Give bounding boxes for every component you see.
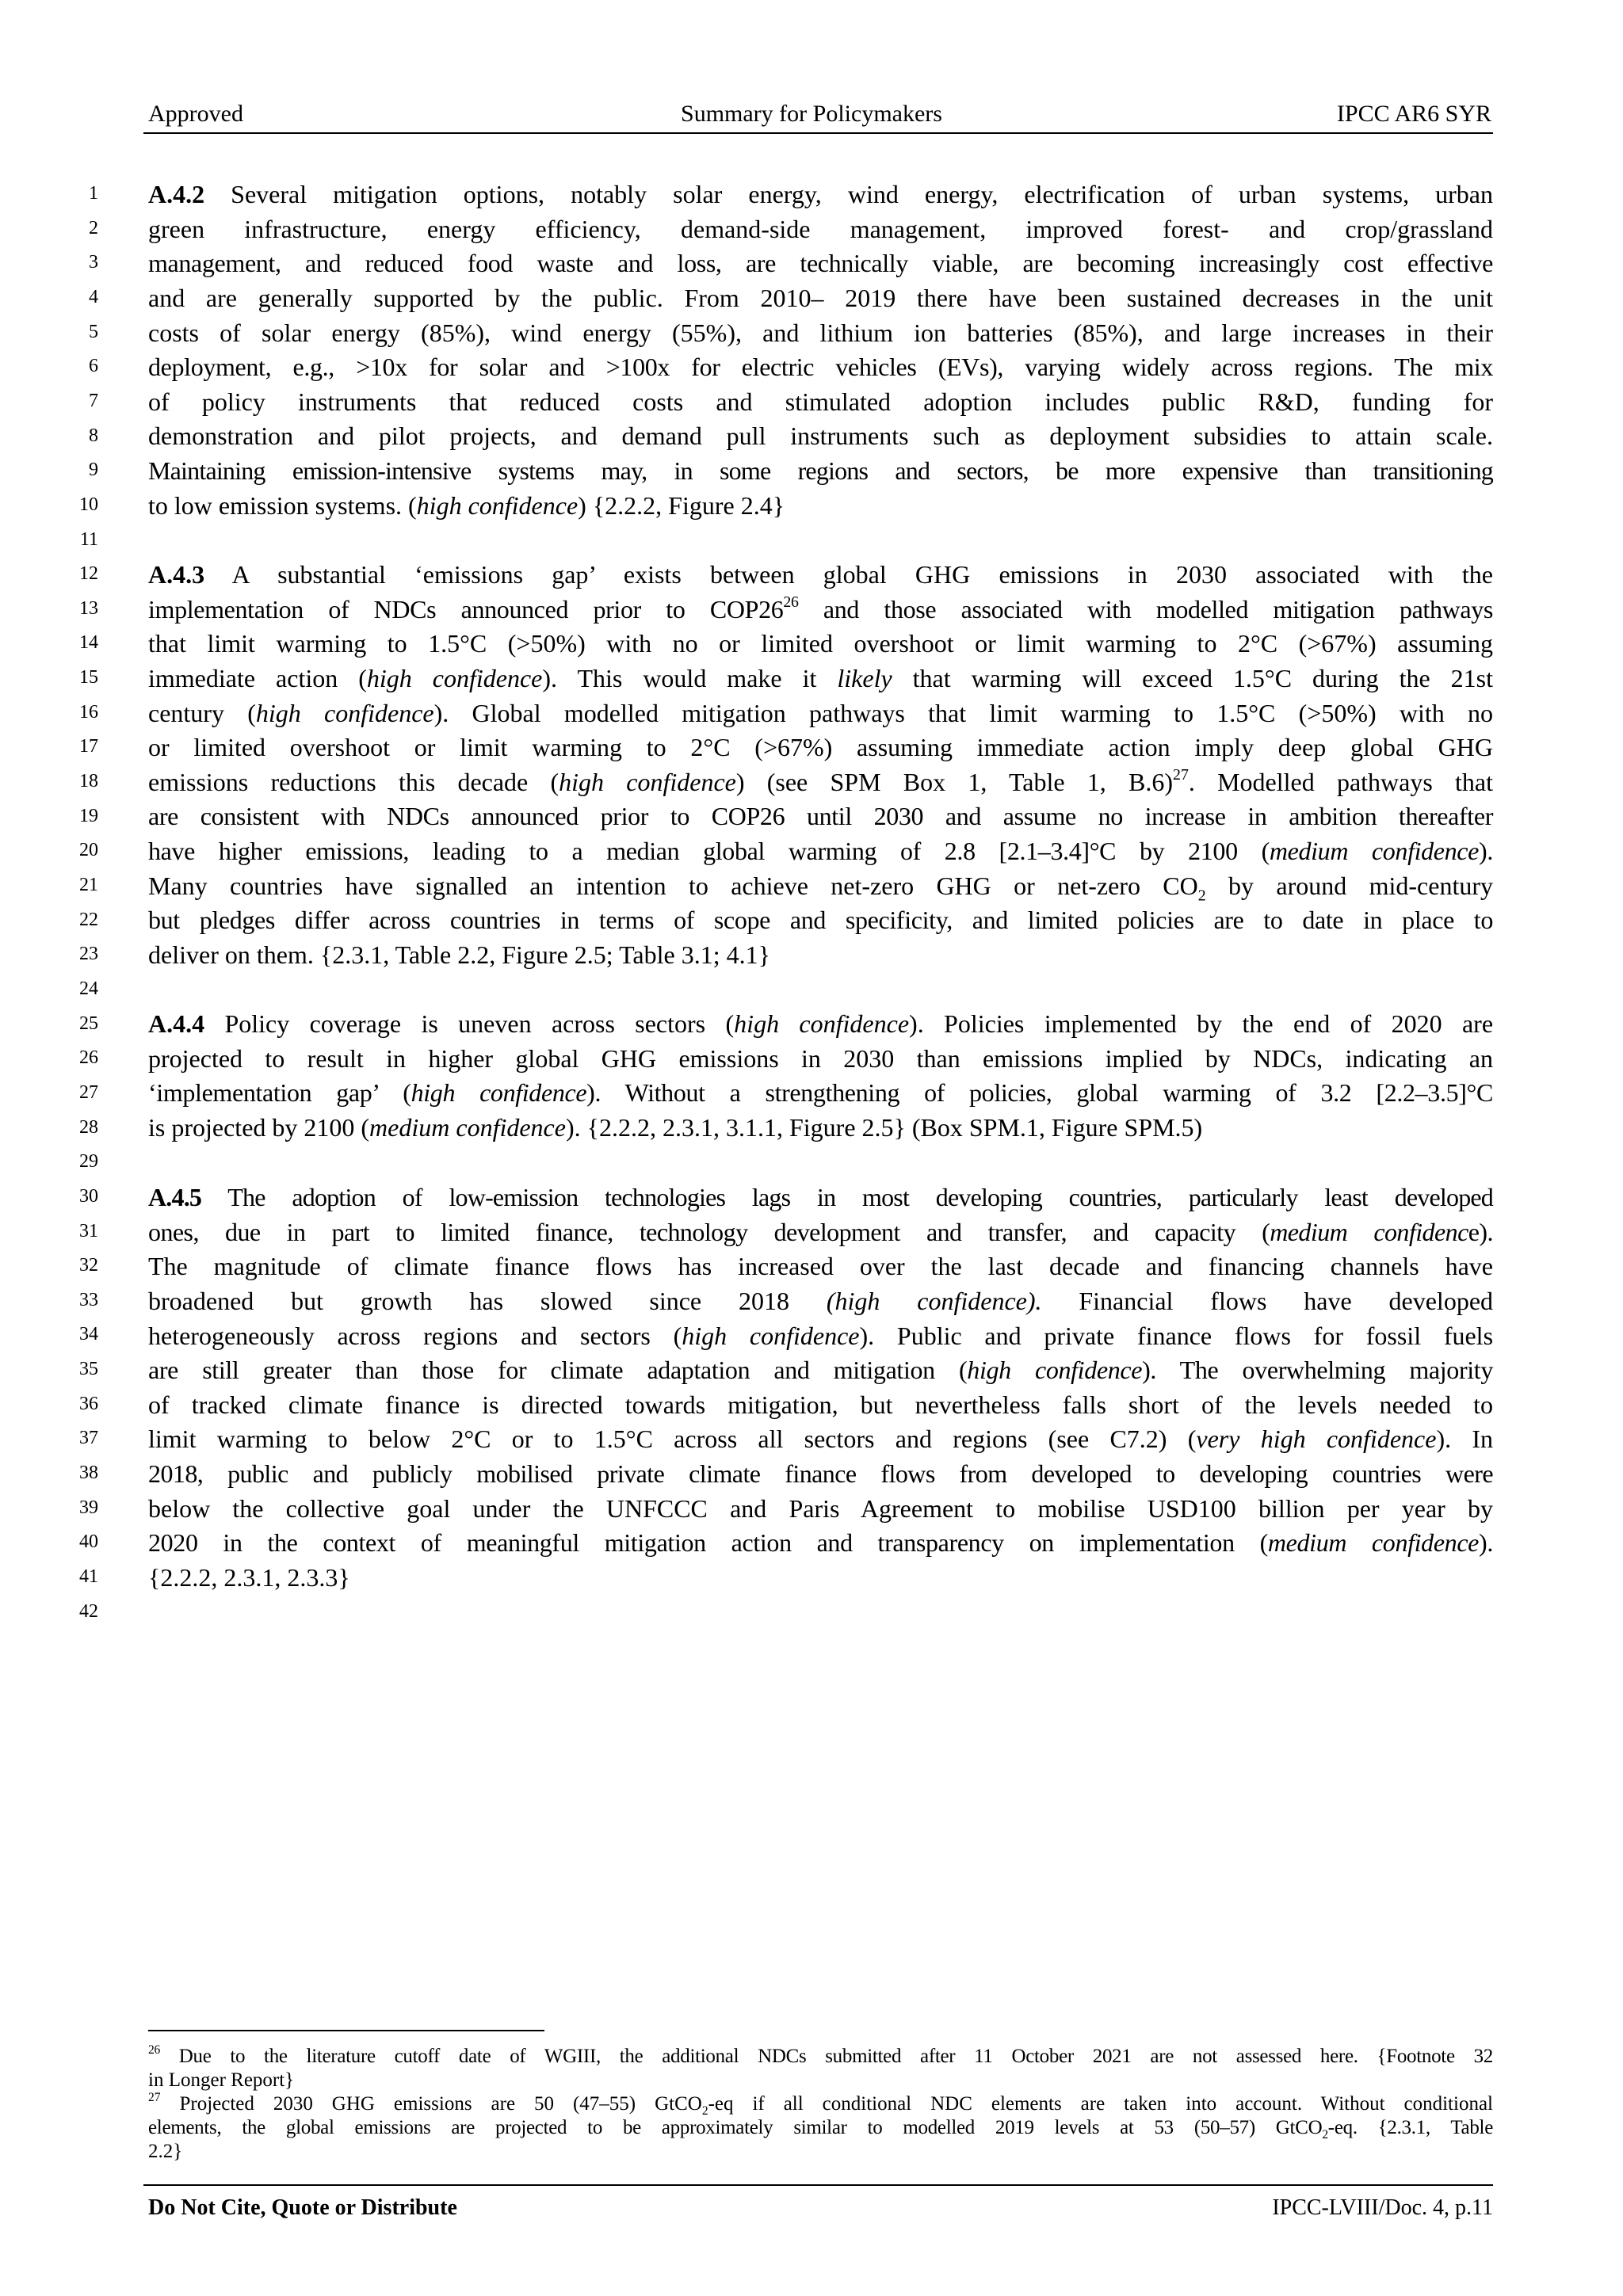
paragraph-line: of tracked climate finance is directed towards mitigation, but nevertheless falls short of the levels needed to (148, 1390, 1493, 1419)
confidence-term: high confidence (366, 663, 543, 692)
line-number: 9 (89, 460, 98, 481)
line-number: 4 (89, 286, 98, 307)
footnote-ref-27[interactable]: 27 (1173, 766, 1189, 784)
line-number: 11 (79, 528, 98, 550)
line-number: 30 (79, 1185, 98, 1207)
paragraph-line: The magnitude of climate finance flows has increased over the last decade and financing channels have (148, 1252, 1493, 1281)
line-number: 2 (89, 217, 98, 238)
confidence-term: medium confidence (1267, 1528, 1480, 1558)
line-number: 29 (79, 1151, 98, 1173)
line-number: 6 (89, 356, 98, 377)
paragraph-line: of policy instruments that reduced costs and stimulated adoption includes public R&D, funding for (148, 387, 1493, 416)
paragraph-id: A.4.2 (148, 180, 205, 208)
line-number: 40 (79, 1531, 98, 1553)
line-number: 28 (79, 1116, 98, 1138)
header-document-id: IPCC AR6 SYR (1336, 101, 1491, 127)
line-number: 38 (79, 1463, 98, 1484)
line-number: 17 (79, 736, 98, 757)
line-number: 10 (79, 494, 98, 515)
paragraph-a-4-4: A.4.4 Policy coverage is uneven across sectors (high confidence). Policies implemented by the end of 2020 are projected to result in higher global GHG emissions in 2030 than emissions implied by NDCs, indicating an ‘implementation gap’ (high confidence). Without a strengthening of policies, global warming of 3.2 [2.2–3.5]°C is projected by 2100 (medium confidence). {2.2.2, 2.3.1, 3.1.1, Figure 2.5} (Box SPM.1, Figure SPM.5) (148, 1009, 1494, 1142)
paragraph-a-4-2: A.4.2 Several mitigation options, notably solar energy, wind energy, electrification of urban systems, urban green infrastructure, energy efficiency, demand-side management, improved forest- and crop/grassland management, and reduced food waste and loss, are technically viable, are becoming increasingly cost effective and are generally supported by the public. From 2010– 2019 there have been sustained decreases in the unit costs of solar energy (85%), wind energy (55%), and lithium ion batteries (85%), and large increases in their deployment, e.g., >10x for solar and >100x for electric vehicles (EVs), varying widely across regions. The mix of policy instruments that reduced costs and stimulated adoption includes public R&D, funding for demonstration and pilot projects, and demand pull instruments such as deployment subsidies to attain scale. Maintaining emission-intensive systems may, in some regions and sectors, be more expensive than transitioning to low emission systems. (high confidence) {2.2.2, Figure 2.4} (148, 180, 1493, 520)
footer-rule (143, 2184, 1493, 2186)
footnote-mark: 27 (148, 2091, 161, 2105)
confidence-term: high confidence (734, 1009, 910, 1038)
paragraph-id: A.4.3 (148, 560, 205, 589)
confidence-term: medium confidence (369, 1112, 566, 1142)
footer-page-reference: IPCC-LVIII/Doc. 4, p.11 (1272, 2195, 1493, 2220)
line-number: 18 (79, 771, 98, 792)
line-number: 7 (89, 390, 98, 411)
line-number: 35 (79, 1359, 98, 1380)
line-number: 16 (79, 701, 98, 723)
paragraph-line: deliver on them. {2.3.1, Table 2.2, Figure 2.5; Table 3.1; 4.1} (148, 940, 770, 970)
paragraph-line: are consistent with NDCs announced prior to COP26 until 2030 and assume no increase in ambition thereafter (148, 802, 1493, 831)
line-number: 23 (79, 944, 98, 965)
line-number: 34 (79, 1324, 98, 1345)
line-number: 19 (79, 805, 98, 826)
confidence-term: high confidence (682, 1321, 860, 1350)
paragraph-id: A.4.5 (148, 1183, 202, 1211)
line-number: 32 (79, 1255, 98, 1276)
paragraph-line: management, and reduced food waste and loss, are technically viable, are becoming increasingly cost effective (148, 249, 1493, 278)
paragraph-line: or limited overshoot or limit warming to 2°C (>67%) assuming immediate action imply deep global GHG (148, 733, 1493, 762)
line-number: 1 (89, 183, 98, 204)
line-number: 3 (89, 252, 98, 273)
footnote-line: in Longer Report} (148, 2069, 295, 2091)
line-number: 20 (79, 840, 98, 861)
paragraph-line: demonstration and pilot projects, and demand pull instruments such as deployment subsidies to attain scale. (148, 421, 1493, 451)
paragraph-line: below the collective goal under the UNFCCC and Paris Agreement to mobilise USD100 billion per year by (148, 1493, 1493, 1523)
paragraph-a-4-3: A.4.3 A substantial ‘emissions gap’ exists between global GHG emissions in 2030 associated with the implementation of NDCs announced prior to $COP26^{26}$ and those associated with modelled mitigation pathways that limit warming to 1.5°C (>50%) with no or limited overshoot or limit warming to 2°C (>67%) assuming immediate action (high confidence). This would make it likely that warming will exceed 1.5°C during the 21st century (high confidence). Global modelled mitigation pathways that limit warming to 1.5°C (>50%) with no or limited overshoot or limit warming to 2°C (>67%) assuming immediate action imply deep global GHG emissions reductions this decade (high confidence) (see SPM Box 1, Table 1, B.6)$^{27}$. Modelled pathways that are consistent with NDCs announced prior to COP26 until 2030 and assume no increase in ambition thereafter have higher emissions, leading to a median global warming of 2.8 [2.1–3.4]°C by 2100 (medium confidence). Many countries have signalled an intention to achieve net-zero GHG or net-zero $CO_2$ by around mid-century but pledges differ across countries in terms of scope and specificity, and limited policies are to date in place to deliver on them. {2.3.1, Table 2.2, Figure 2.5; Table 3.1; 4.1} (148, 558, 1493, 973)
paragraph-line: {2.2.2, 2.3.1, 2.3.3} (148, 1563, 350, 1592)
confidence-term: high confidence (411, 1078, 587, 1108)
footnote-27: $^{27}$ Projected 2030 GHG emissions are 50 (47–55) GtCO$_2$-eq if all conditional NDC elements are taken into account. Without conditional elements, the global emissions are projected to be approximately similar to modelled 2019 levels at 53 (50–57) GtCO$_2$-eq. {2.3.1, Table 2.2} (148, 2091, 1493, 2162)
line-number: 24 (79, 978, 98, 999)
line-number: 31 (79, 1220, 98, 1241)
line-number: 41 (79, 1566, 98, 1587)
footnote-ref-26[interactable]: 26 (783, 593, 799, 612)
header-section-title: Summary for Policymakers (681, 101, 942, 127)
paragraph-line: green infrastructure, energy efficiency, demand-side management, improved forest- and crop/grassland (148, 214, 1493, 243)
line-number: 13 (79, 597, 98, 619)
line-number: 39 (79, 1497, 98, 1518)
paragraph-line: but pledges differ across countries in terms of scope and specificity, and limited policies are to date in place to (148, 906, 1493, 935)
line-number: 25 (79, 1013, 98, 1034)
paragraph-line: and are generally supported by the public. From 2010– 2019 there have been sustained decreases in the unit (148, 283, 1493, 312)
paragraph-line: 2018, public and publicly mobilised private climate finance flows from developed to developing countries were (148, 1459, 1493, 1489)
confidence-term: very high confidence (1196, 1425, 1437, 1454)
paragraph-id: A.4.4 (148, 1009, 205, 1038)
line-number: 5 (89, 321, 98, 342)
line-number: 15 (79, 667, 98, 688)
confidence-term: medium confidence (1269, 837, 1480, 866)
line-number: 22 (79, 909, 98, 930)
confidence-term: high confidence (559, 767, 736, 796)
footnote-rule (148, 2030, 544, 2031)
confidence-term: high confidence (255, 698, 434, 727)
line-number: 8 (89, 425, 98, 446)
paragraph-line: projected to result in higher global GHG emissions in 2030 than emissions implied by NDCs, indicating an (148, 1043, 1493, 1073)
line-number: 36 (79, 1393, 98, 1414)
line-number: 26 (79, 1047, 98, 1069)
likelihood-term: likely (837, 663, 892, 692)
confidence-term: high confidence (967, 1356, 1143, 1385)
footnote-line: 2.2} (148, 2141, 183, 2162)
paragraph-line: deployment, e.g., >10x for solar and >100x for electric vehicles (EVs), varying widely across regions. The mix (148, 353, 1493, 382)
header-status: Approved (148, 101, 243, 127)
header-rule (143, 132, 1493, 134)
footer-disclaimer: Do Not Cite, Quote or Distribute (148, 2195, 457, 2220)
confidence-term: high confidence (416, 490, 579, 520)
paragraph-line: costs of solar energy (85%), wind energy (55%), and lithium ion batteries (85%), and large increases in their (148, 318, 1493, 347)
line-number: 37 (79, 1428, 98, 1449)
confidence-term: medium confidenc (1270, 1217, 1468, 1246)
line-number: 27 (79, 1081, 98, 1103)
confidence-term: (high confidence). (826, 1286, 1042, 1315)
paragraph-line: that limit warming to 1.5°C (>50%) with no or limited overshoot or limit warming to 2°C (>67%) assuming (148, 629, 1493, 658)
footnote-mark: 26 (148, 2043, 160, 2058)
footnote-26: $^{26}$ Due to the literature cutoff date of WGIII, the additional NDCs submitted after 11 October 2021 are not assessed here. {Footnote 32 in Longer Report} (148, 2043, 1493, 2091)
line-number: 42 (79, 1600, 98, 1622)
line-number: 21 (79, 875, 98, 895)
line-number: 33 (79, 1289, 98, 1310)
line-number: 14 (79, 632, 98, 654)
line-number: 12 (79, 563, 98, 585)
paragraph-line: Maintaining emission-intensive systems may, in some regions and sectors, be more expensive than transitioning (148, 456, 1493, 486)
paragraph-a-4-5: A.4.5 The adoption of low-emission technologies lags in most developing countries, particularly least developed ones, due in part to limited finance, technology development and transfer, and capacity (medium confidence). The magnitude of climate finance flows has increased over the last decade and financing channels have broadened but growth has slowed since 2018 (high confidence). Financial flows have developed heterogeneously across regions and sectors (high confidence). Public and private finance flows for fossil fuels are still greater than those for climate adaptation and mitigation (high confidence). The overwhelming majority of tracked climate finance is directed towards mitigation, but nevertheless falls short of the levels needed to limit warming to below 2°C or to 1.5°C across all sectors and regions (see C7.2) (very high confidence). In 2018, public and publicly mobilised private climate finance flows from developed to developing countries were below the collective goal under the UNFCCC and Paris Agreement to mobilise USD100 billion per year by 2020 in the context of meaningful mitigation action and transparency on implementation (medium confidence). {2.2.2, 2.3.1, 2.3.3} (148, 1180, 1493, 1596)
